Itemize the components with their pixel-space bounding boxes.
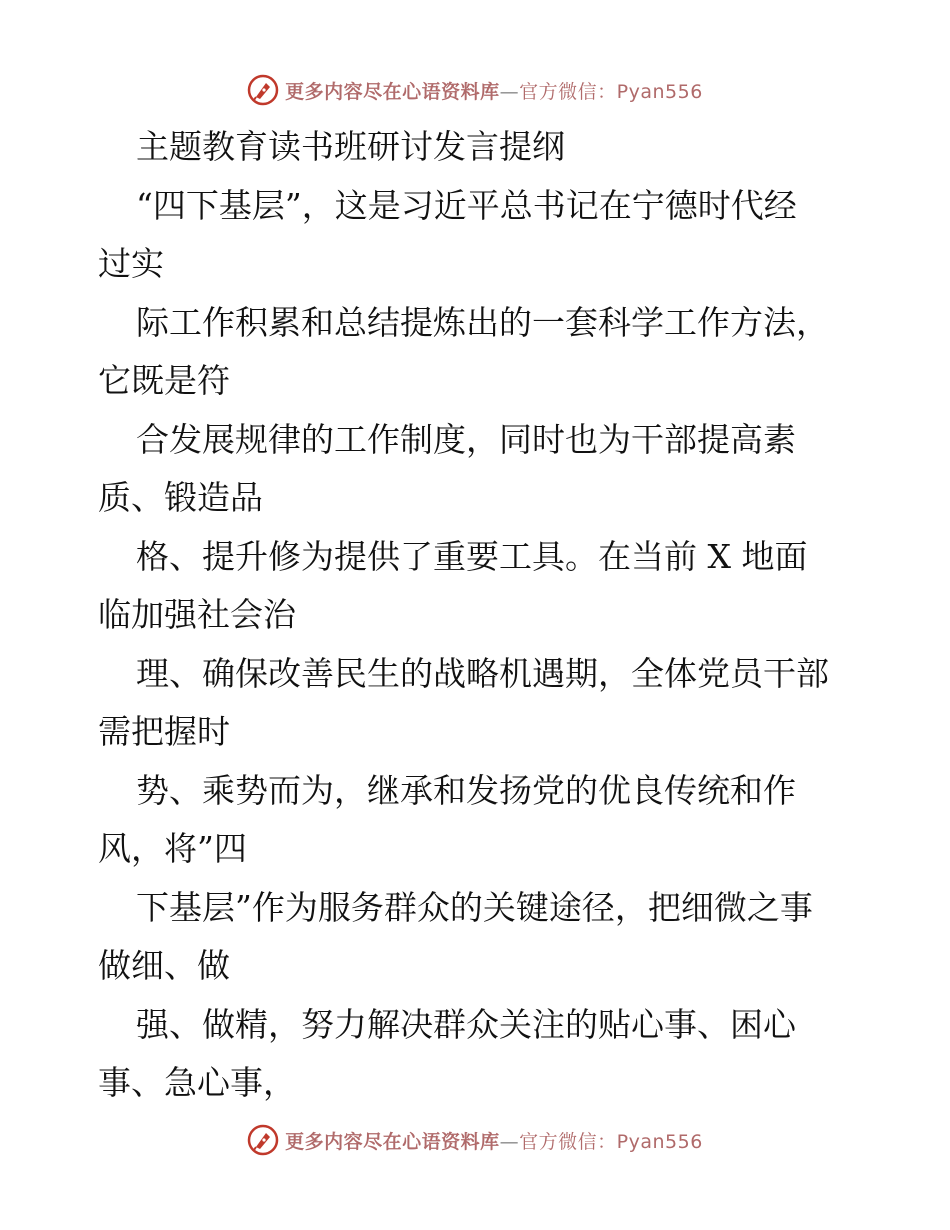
paragraph-line: 风，将”四 (98, 829, 247, 868)
paragraph-line: 格、提升修为提供了重要工具。在当前 X 地面 (136, 536, 808, 576)
paragraph-line: 下基层”作为服务群众的关键途径，把细微之事 (136, 887, 813, 927)
paragraph-line: 做细、做 (98, 946, 230, 985)
document-body (98, 118, 868, 1113)
banner-contact-text: 官方微信：Pyan556 (519, 1130, 703, 1153)
paragraph-line: 强、做精，努力解决群众关注的贴心事、困心 (136, 1004, 796, 1044)
banner-separator: — (499, 80, 520, 103)
paragraph-line: 需把握时 (98, 712, 230, 751)
banner-contact-text: 官方微信：Pyan556 (519, 80, 703, 103)
paragraph-line: 事、急心事， (98, 1063, 296, 1102)
paragraph-line: 理、确保改善民生的战略机遇期，全体党员干部 (136, 653, 829, 693)
banner-separator: — (499, 1130, 520, 1153)
paragraph-line: 临加强社会治 (98, 595, 296, 634)
paragraph-line: 它既是符 (98, 361, 230, 400)
paragraph-line: 过实 (98, 244, 164, 283)
paragraph-line: 质、锻造品 (98, 478, 263, 517)
banner-main-text: 更多内容尽在心语资料库 (285, 1130, 500, 1153)
footer-banner (0, 1123, 950, 1157)
paragraph-line: “四下基层”，这是习近平总书记在宁德时代经 (136, 185, 797, 225)
header-banner (0, 73, 950, 107)
paragraph-line: 合发展规律的工作制度，同时也为干部提高素 (136, 419, 796, 459)
document-title: 主题教育读书班研讨发言提纲 (136, 127, 565, 166)
banner-main-text: 更多内容尽在心语资料库 (285, 80, 500, 103)
paragraph-line: 际工作积累和总结提炼出的一套科学工作方法， (136, 302, 829, 342)
paragraph-line: 势、乘势而为，继承和发扬党的优良传统和作 (136, 770, 796, 810)
pen-nib-logo-icon (247, 74, 279, 106)
pen-nib-logo-icon (247, 1124, 279, 1156)
